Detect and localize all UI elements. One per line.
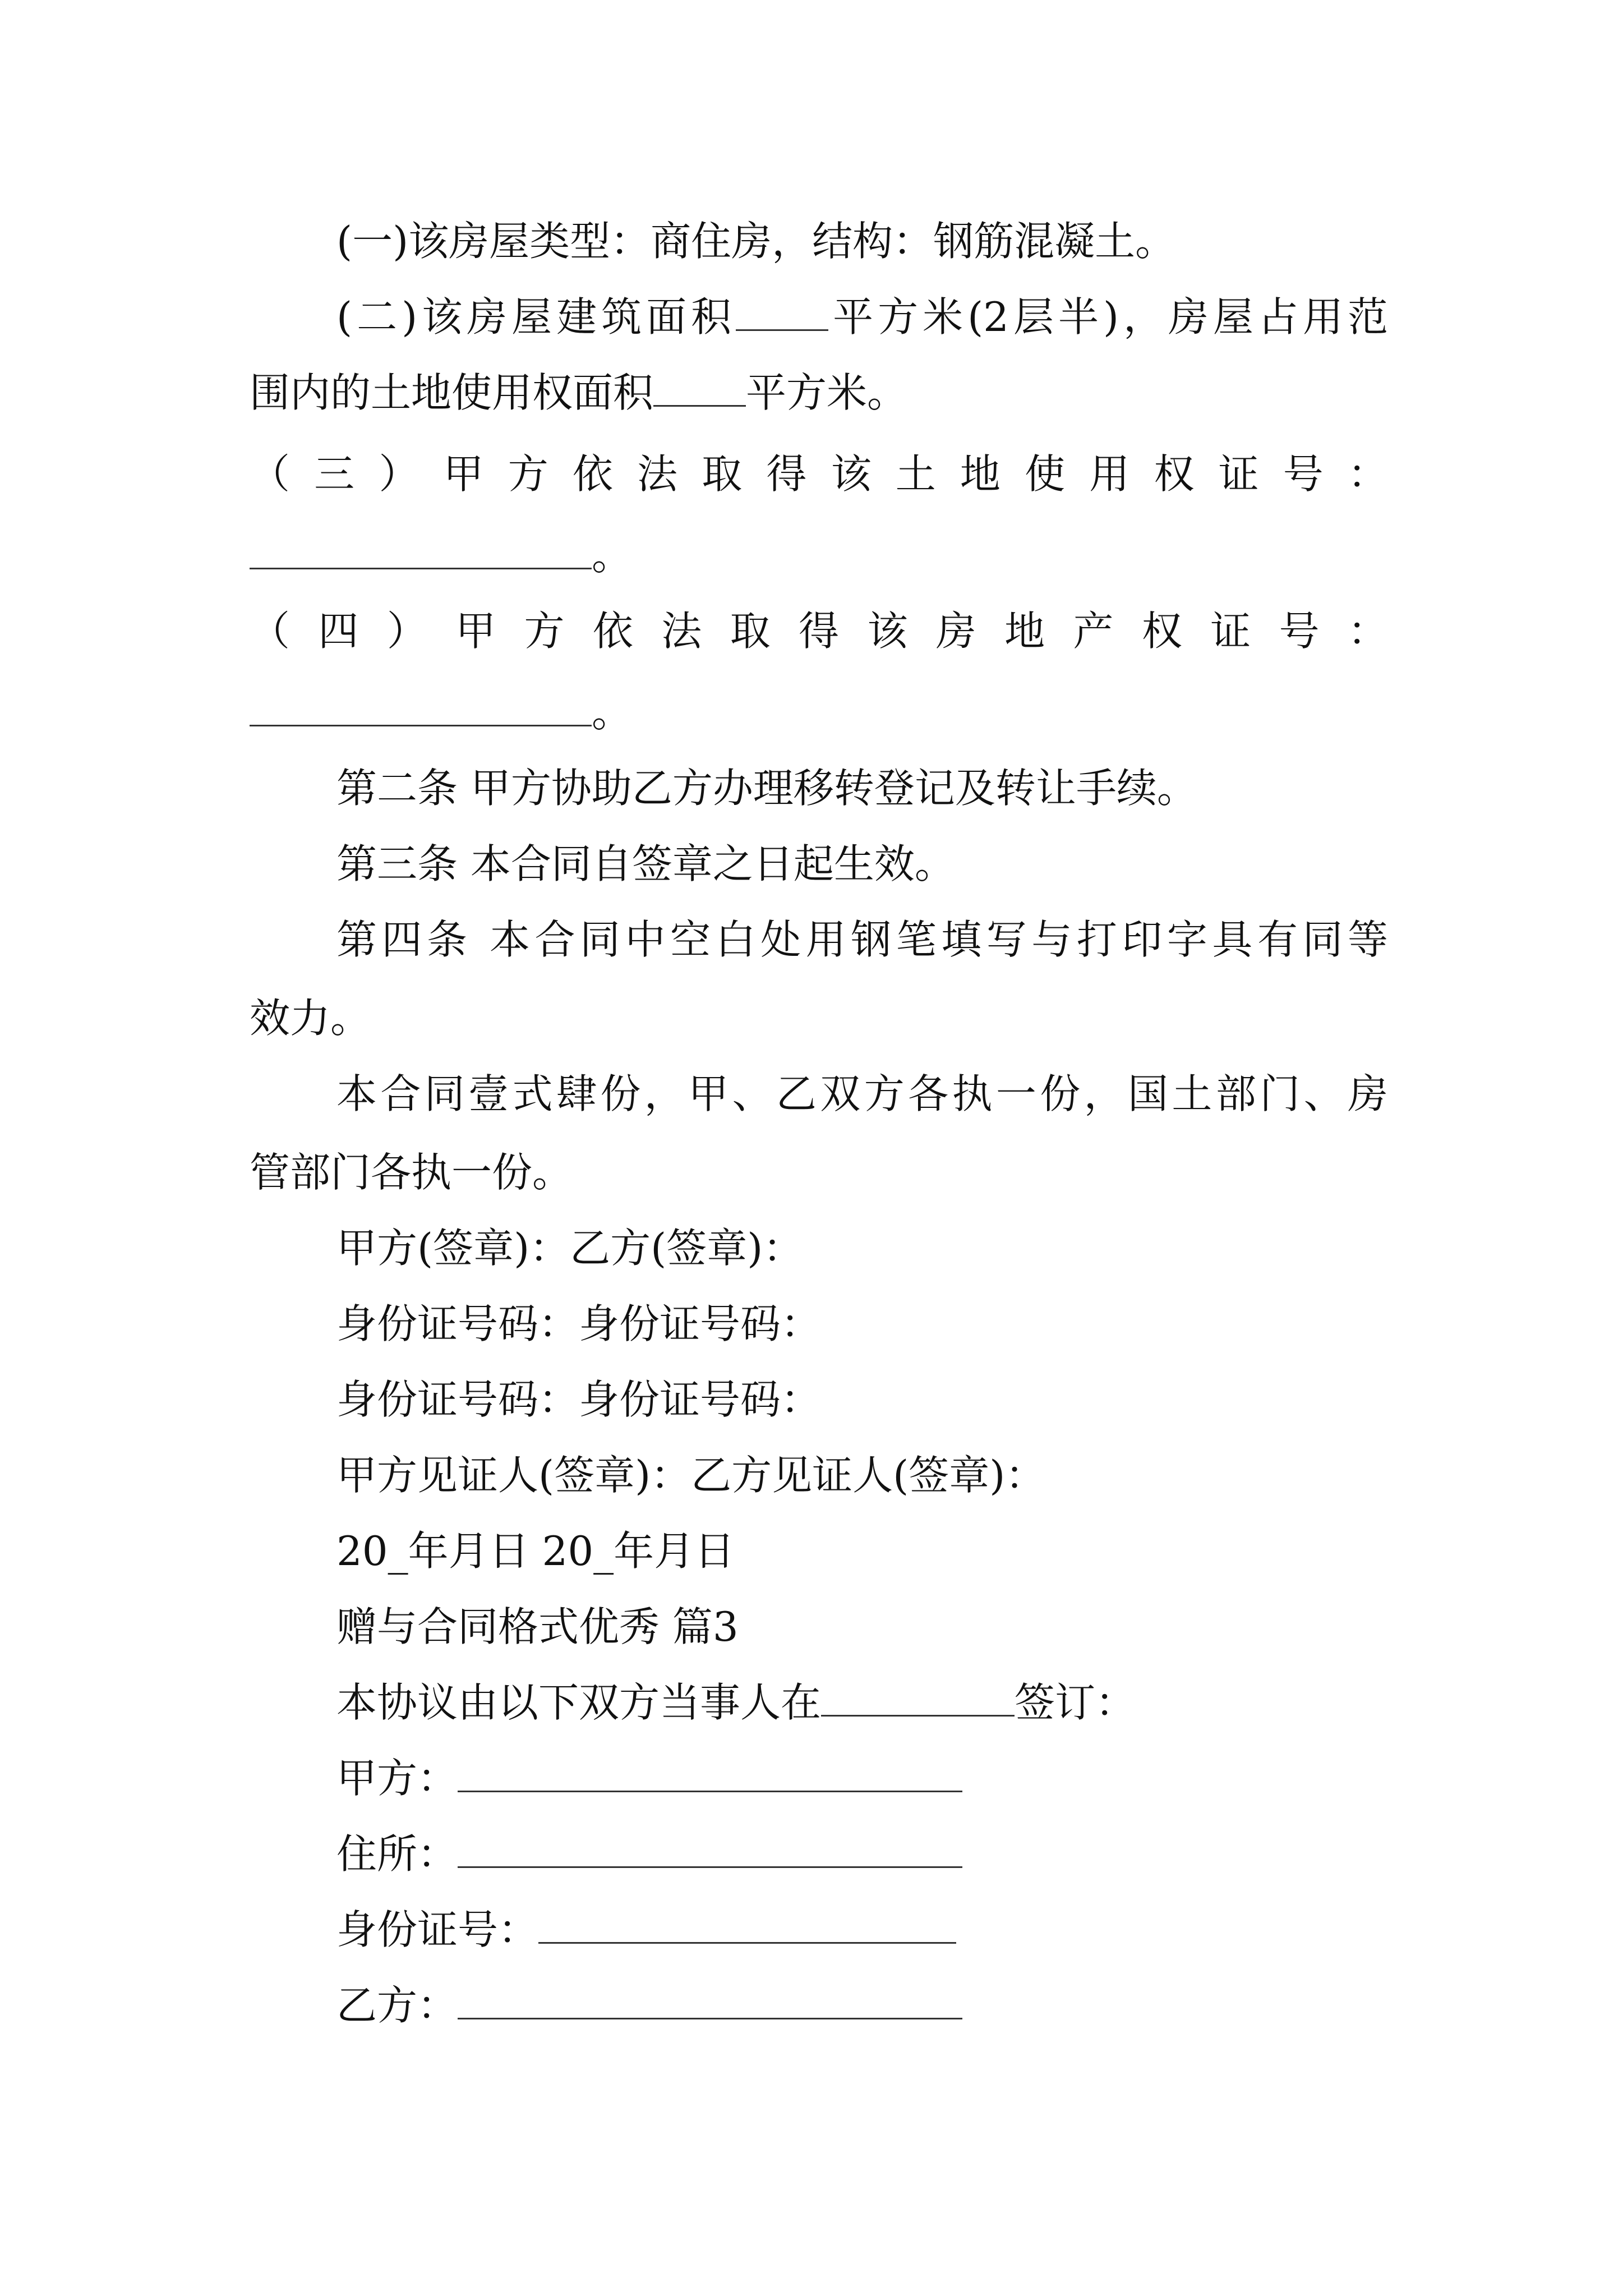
- land-certificate-number-line: [250, 530, 1388, 581]
- field-label: 甲方：: [336, 1755, 458, 1802]
- paragraph-text: 甲方见证人(签章)：乙方见证人(签章)：: [336, 1452, 1046, 1499]
- paragraph-text: 平方米(2层半)，房屋占用范: [828, 293, 1388, 341]
- section-heading: [336, 1602, 1388, 1652]
- copies-paragraph: [336, 1069, 1388, 1119]
- field-label: 住所：: [336, 1830, 458, 1878]
- paragraph-text: 本协议由以下双方当事人在: [336, 1679, 822, 1726]
- id-field: [336, 1904, 1388, 1955]
- property-certificate-blank: [250, 690, 592, 726]
- line-suffix: 。: [592, 532, 633, 579]
- paragraph-text: 签订：: [1015, 1679, 1136, 1726]
- party-b-blank: [458, 1983, 962, 2019]
- paragraph-land-area: [250, 367, 1388, 418]
- paragraph-text: （四）甲方依法取得该房地产权证号：: [250, 608, 1388, 655]
- agreement-place-line: [336, 1677, 1388, 1728]
- paragraph-text: 围内的土地使用权面积: [250, 369, 654, 416]
- area-blank: [736, 295, 828, 331]
- copies-paragraph-continued: [250, 1147, 1388, 1198]
- paragraph-text: （三）甲方依法取得该土地使用权证号：: [250, 450, 1388, 498]
- signature-line: [336, 1223, 1388, 1273]
- paragraph-text: (二)该房屋建筑面积: [336, 293, 736, 341]
- party-a-blank: [458, 1756, 962, 1792]
- party-a-field: [336, 1753, 1388, 1803]
- article-four-continued: [250, 993, 1388, 1043]
- property-certificate-number-line: [250, 687, 1388, 738]
- section-title: 赠与合同格式优秀 篇3: [336, 1603, 739, 1650]
- land-area-blank: [653, 370, 746, 407]
- address-field: [336, 1829, 1388, 1879]
- paragraph-text: 身份证号码：身份证号码：: [336, 1300, 822, 1347]
- line-suffix: 。: [592, 689, 633, 736]
- id-blank: [538, 1907, 956, 1944]
- paragraph-text: 第二条 甲方协助乙方办理移转登记及转让手续。: [336, 765, 1197, 812]
- paragraph-text: 第四条 本合同中空白处用钢笔填写与打印字具有同等: [336, 916, 1388, 963]
- date-line: [336, 1526, 1388, 1576]
- article-three: [336, 839, 1388, 889]
- paragraph-text: 20_年月日 20_年月日: [336, 1527, 735, 1575]
- land-certificate-blank: [250, 533, 592, 569]
- place-blank: [821, 1680, 1015, 1717]
- paragraph-text: 平方米。: [746, 369, 908, 416]
- paragraph-text: (一)该房屋类型：商住房，结构：钢筋混凝土。: [336, 218, 1176, 265]
- article-two: [336, 763, 1388, 813]
- field-label: 乙方：: [336, 1982, 458, 2029]
- id-number-line: [336, 1374, 1388, 1425]
- paragraph-text: 效力。: [250, 995, 371, 1042]
- paragraph-text: 本合同壹式肆份，甲、乙双方各执一份，国土部门、房: [336, 1070, 1388, 1117]
- paragraph-building-area: [336, 292, 1388, 342]
- article-four: [336, 914, 1388, 965]
- paragraph-text: 身份证号码：身份证号码：: [336, 1376, 822, 1423]
- paragraph-land-certificate: [250, 449, 1388, 499]
- paragraph-text: 甲方(签章)：乙方(签章)：: [336, 1225, 804, 1272]
- field-label: 身份证号：: [336, 1906, 539, 1953]
- witness-signature-line: [336, 1450, 1388, 1501]
- paragraph-property-certificate: [250, 606, 1388, 656]
- paragraph-text: 第三条 本合同自签章之日起生效。: [336, 840, 955, 887]
- paragraph-text: 管部门各执一份。: [250, 1149, 573, 1196]
- paragraph-house-type: [336, 216, 1388, 266]
- party-b-field: [336, 1980, 1388, 2031]
- address-blank: [458, 1832, 962, 1868]
- id-number-line: [336, 1299, 1388, 1349]
